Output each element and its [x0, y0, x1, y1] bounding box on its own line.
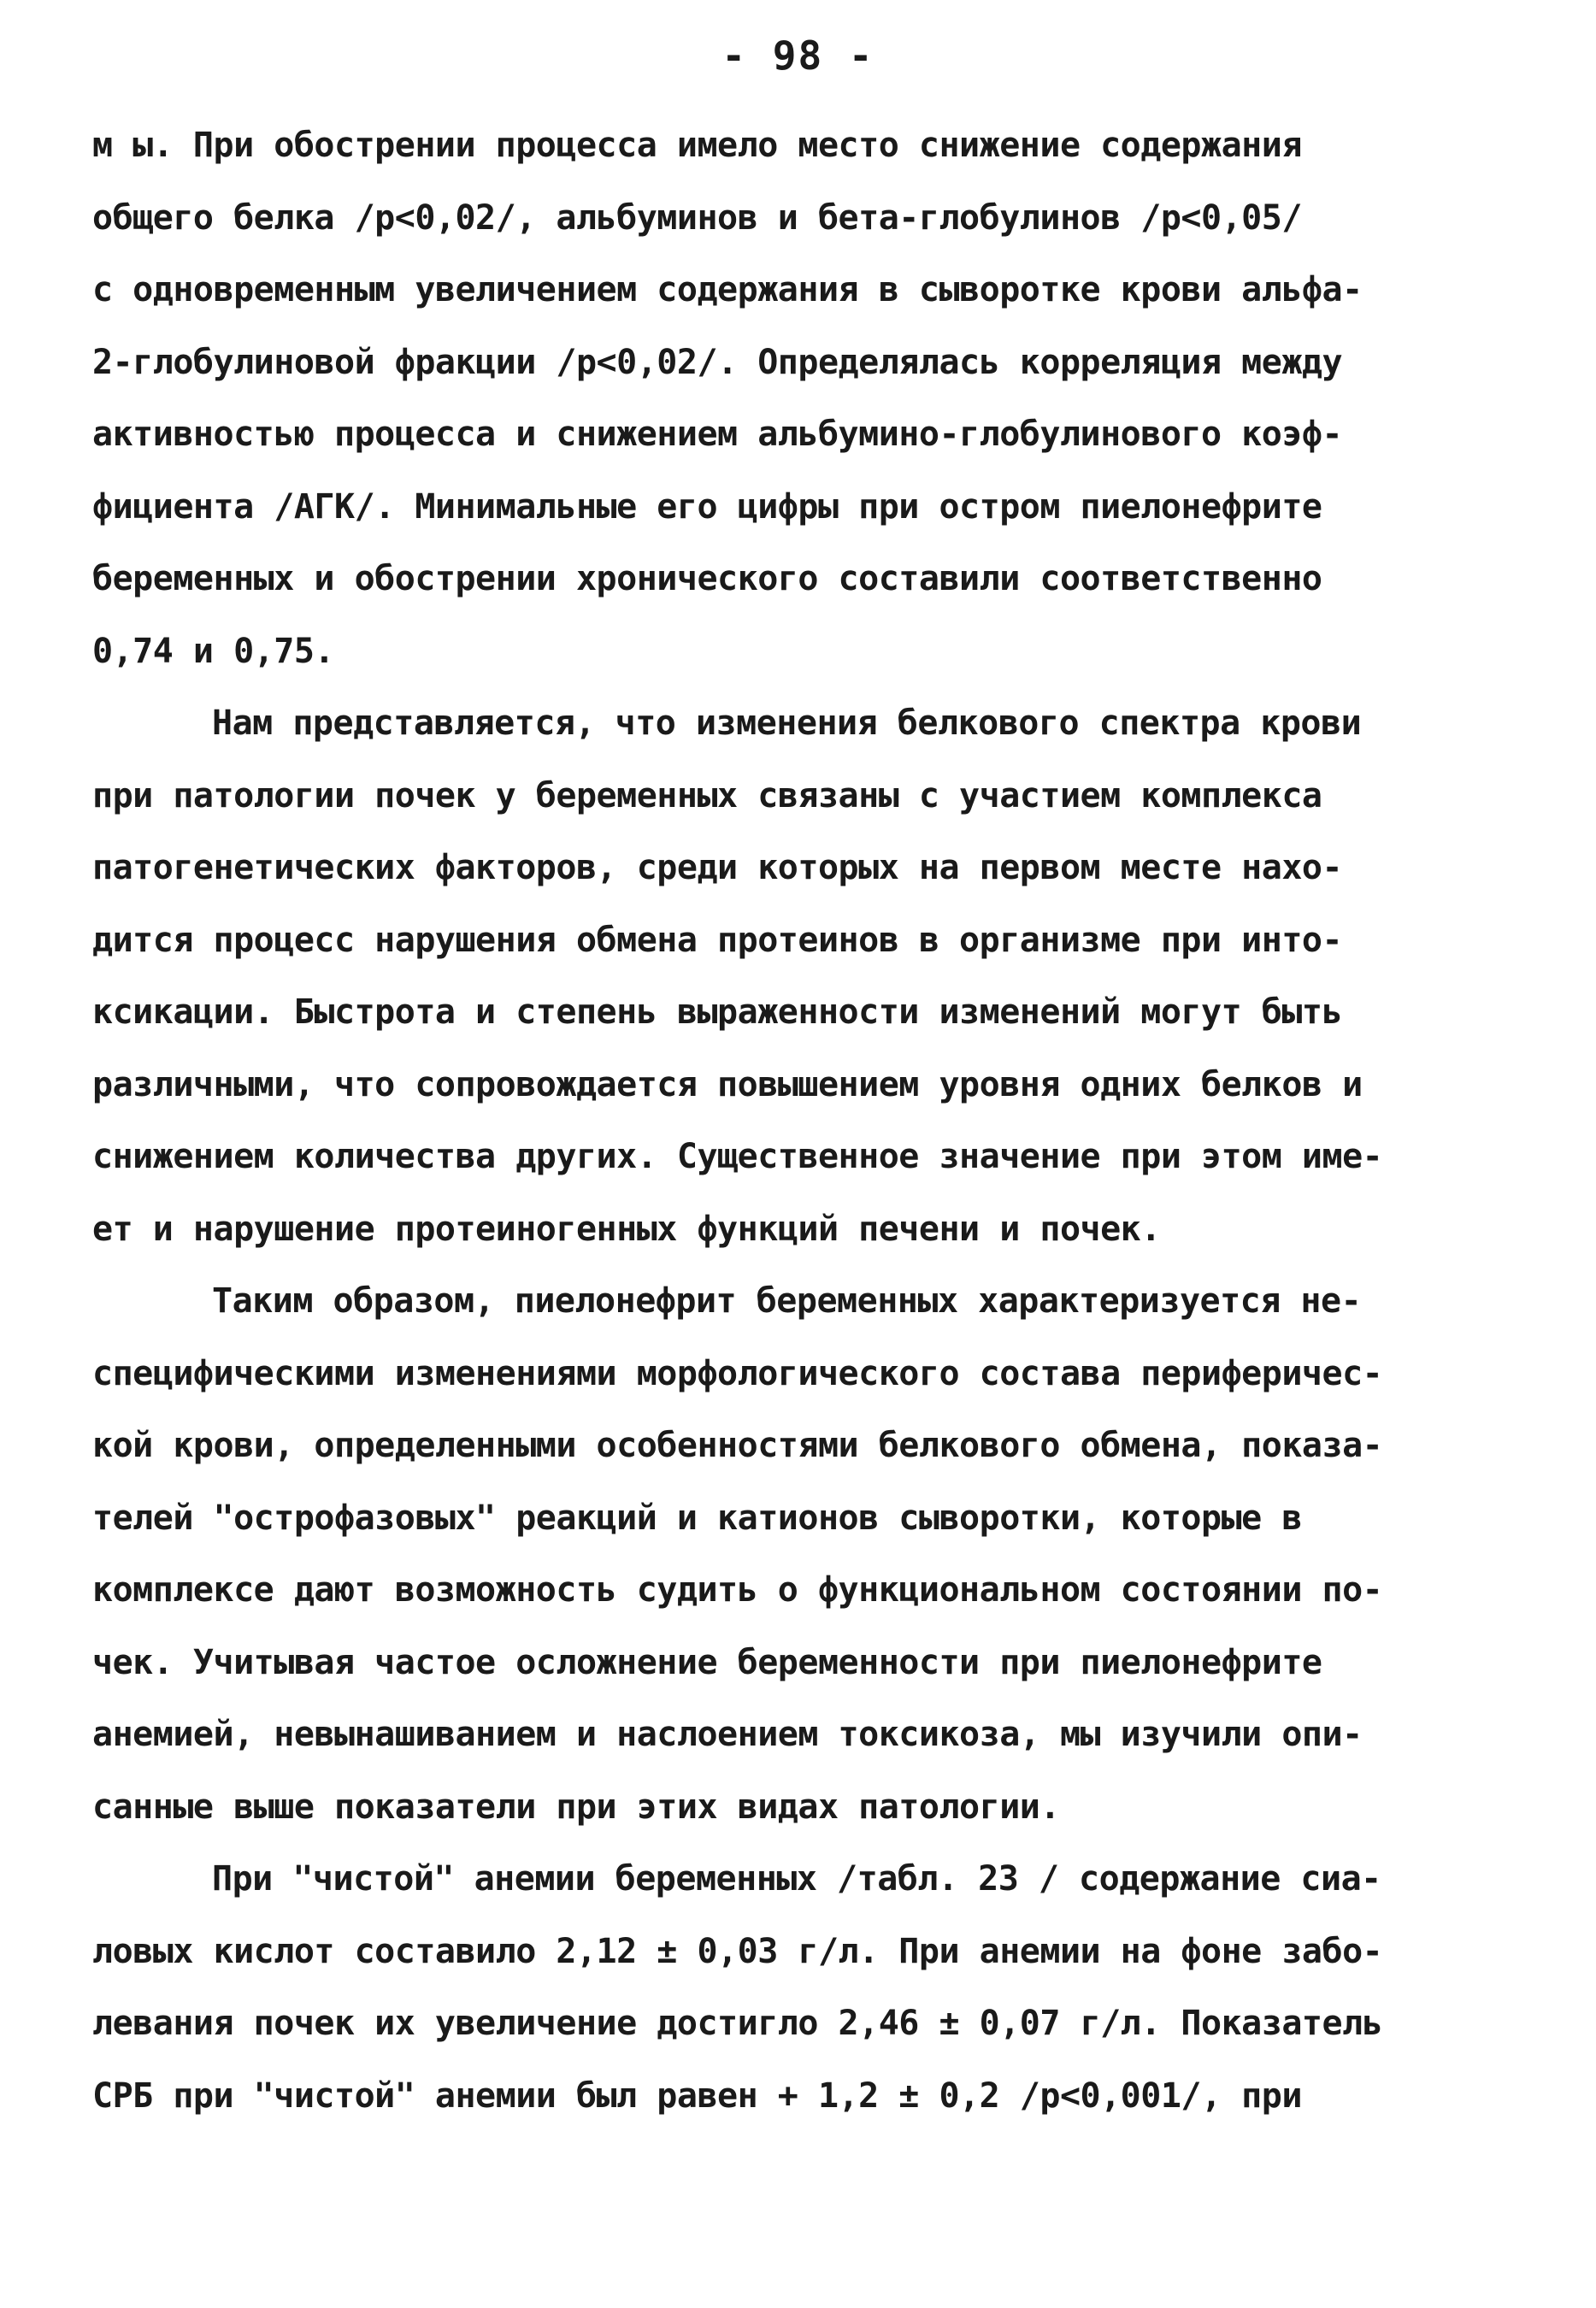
paragraph-first-line: Нам представляется, что изменения белкового спектра крови: [212, 704, 1362, 743]
text-line: м ы. При обострении процесса имело место снижение содержания: [92, 126, 1302, 165]
text-line: беременных и обострении хронического составили соответственно: [92, 559, 1322, 598]
text-line: комплексе дают возможность судить о функциональном состоянии по-: [92, 1570, 1383, 1610]
text-line: патогенетических факторов, среди которых на первом месте нахо-: [92, 848, 1343, 887]
text-line: специфическими изменениями морфологического состава периферичес-: [92, 1353, 1383, 1393]
text-line: телей "острофазовых" реакций и катионов сыворотки, которые в: [92, 1498, 1302, 1538]
paragraph-first-line: При "чистой" анемии беременных /табл. 23 / содержание сиа-: [212, 1859, 1381, 1899]
text-line: левания почек их увеличение достигло 2,46 ± 0,07 г/л. Показатель: [92, 2004, 1383, 2043]
text-line: дится процесс нарушения обмена протеинов в организме при инто-: [92, 920, 1343, 960]
page-number: - 98 -: [721, 32, 875, 79]
text-line: санные выше показатели при этих видах патологии.: [92, 1787, 1060, 1827]
text-line: ксикации. Быстрота и степень выраженности изменений могут быть: [92, 992, 1343, 1032]
text-line: фициента /АГК/. Минимальные его цифры при остром пиелонефрите: [92, 486, 1322, 527]
text-line: 2-глобулиновой фракции /р<0,02/. Определялась корреляция между: [92, 342, 1343, 382]
text-line: СРБ при "чистой" анемии был равен + 1,2 ± 0,2 /р<0,001/, при: [92, 2075, 1302, 2116]
text-line: кой крови, определенными особенностями белкового обмена, показа-: [92, 1426, 1383, 1465]
text-line: чек. Учитывая частое осложнение беременности при пиелонефрите: [92, 1642, 1322, 1682]
text-line: анемией, невынашиванием и наслоением токсикоза, мы изучили опи-: [92, 1715, 1363, 1754]
text-line: с одновременным увеличением содержания в сыворотке крови альфа-: [92, 270, 1363, 309]
text-line: ет и нарушение протеиногенных функций печени и почек.: [92, 1209, 1161, 1249]
text-line: при патологии почек у беременных связаны с участием комплекса: [92, 775, 1322, 815]
text-line: ловых кислот составило 2,12 ± 0,03 г/л. При анемии на фоне забо-: [92, 1931, 1383, 1971]
text-line: 0,74 и 0,75.: [92, 631, 334, 671]
text-line: снижением количества других. Существенное значение при этом име-: [92, 1137, 1383, 1176]
text-line: общего белка /р<0,02/, альбуминов и бета-глобулинов /р<0,05/: [92, 197, 1302, 238]
paragraph-first-line: Таким образом, пиелонефрит беременных характеризуется не-: [212, 1281, 1362, 1321]
body-text: [92, 109, 1528, 2132]
text-line: различными, что сопровождается повышением уровня одних белков и: [92, 1064, 1363, 1104]
text-line: активностью процесса и снижением альбумино-глобулинового коэф-: [92, 415, 1343, 454]
